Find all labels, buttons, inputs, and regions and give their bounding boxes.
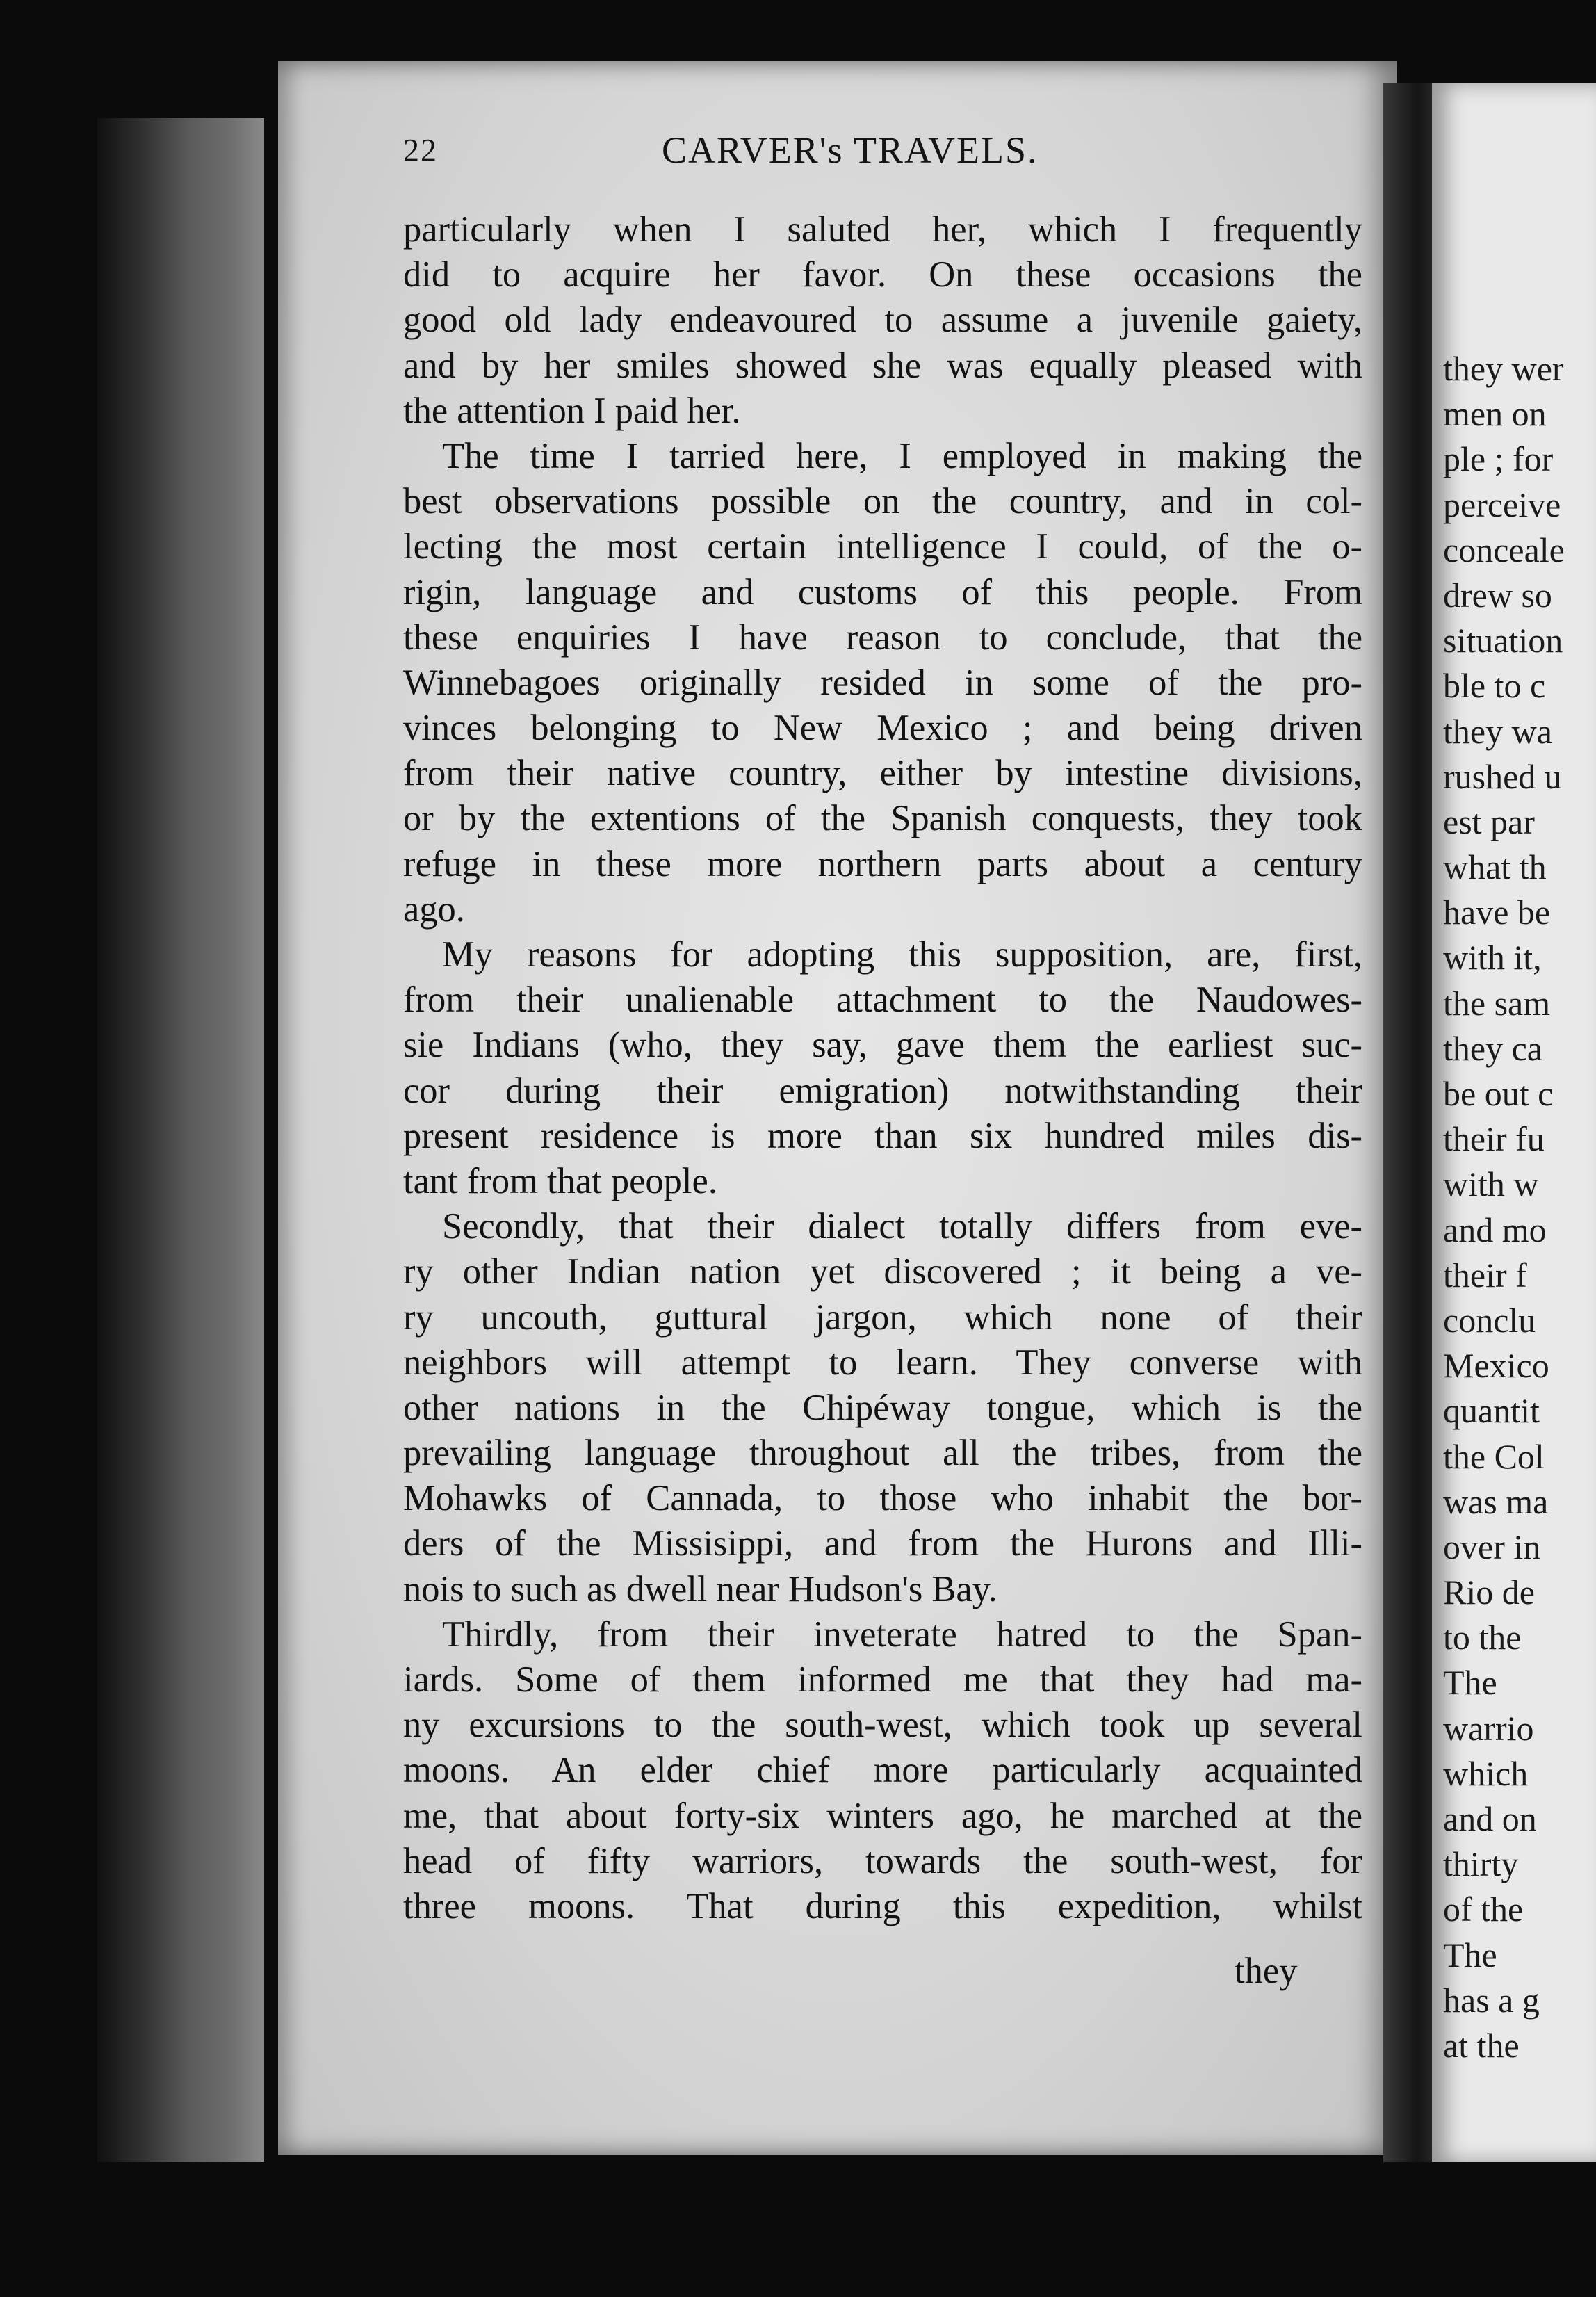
page-gutter bbox=[1383, 83, 1439, 2162]
text-line: and by her smiles showed she was equally pleased with bbox=[403, 345, 1362, 386]
facing-line: rushed u bbox=[1443, 756, 1562, 796]
facing-line: and mo bbox=[1443, 1210, 1547, 1249]
facing-line: they wer bbox=[1443, 349, 1564, 388]
facing-line: The bbox=[1443, 1663, 1497, 1703]
facing-line: their f bbox=[1443, 1255, 1527, 1294]
paragraph-first-line: Thirdly, from their inveterate hatred to the Span- bbox=[442, 1614, 1362, 1655]
facing-line: conclu bbox=[1443, 1300, 1536, 1340]
facing-line: quantit bbox=[1443, 1391, 1540, 1431]
facing-line: perceive bbox=[1443, 485, 1561, 524]
text-line: other nations in the Chipéway tongue, which is the bbox=[403, 1387, 1362, 1428]
text-line: me, that about forty-six winters ago, he marched at the bbox=[403, 1795, 1362, 1836]
text-line: these enquiries I have reason to conclude, that the bbox=[403, 617, 1362, 658]
facing-line: the sam bbox=[1443, 983, 1551, 1023]
facing-line: warrio bbox=[1443, 1708, 1534, 1748]
facing-line: to the bbox=[1443, 1618, 1522, 1657]
facing-line: of the bbox=[1443, 1890, 1524, 1929]
text-line: ago. bbox=[403, 888, 465, 930]
book-spine bbox=[97, 118, 264, 2162]
text-line: rigin, language and customs of this people. From bbox=[403, 571, 1362, 612]
paragraph-first-line: My reasons for adopting this supposition, are, first, bbox=[442, 934, 1362, 975]
facing-line: the Col bbox=[1443, 1436, 1545, 1476]
facing-line: over in bbox=[1443, 1527, 1541, 1566]
catchword: they bbox=[1235, 1951, 1298, 1991]
facing-line: drew so bbox=[1443, 575, 1552, 615]
body-text bbox=[403, 207, 1362, 1929]
page-number: 22 bbox=[403, 132, 438, 168]
text-line: sie Indians (who, they say, gave them the earliest suc- bbox=[403, 1025, 1362, 1066]
text-line: cor during their emigration) notwithstanding their bbox=[403, 1070, 1362, 1111]
text-line: vinces belonging to New Mexico ; and being driven bbox=[403, 708, 1362, 749]
facing-line: with it, bbox=[1443, 938, 1542, 977]
text-line: iards. Some of them informed me that they had ma- bbox=[403, 1659, 1362, 1700]
text-line: present residence is more than six hundred miles dis- bbox=[403, 1115, 1362, 1156]
facing-line: they wa bbox=[1443, 711, 1552, 751]
facing-line: est par bbox=[1443, 802, 1535, 841]
text-line: nois to such as dwell near Hudson's Bay. bbox=[403, 1568, 997, 1609]
text-line: ny excursions to the south-west, which took up several bbox=[403, 1705, 1362, 1746]
facing-line: Mexico bbox=[1443, 1346, 1549, 1386]
text-line: refuge in these more northern parts about a century bbox=[403, 843, 1362, 884]
text-line: ders of the Missisippi, and from the Hurons and Illi- bbox=[403, 1523, 1362, 1564]
text-line: the attention I paid her. bbox=[403, 390, 741, 431]
text-line: tant from that people. bbox=[403, 1160, 717, 1201]
facing-line: ple ; for bbox=[1443, 439, 1554, 479]
facing-line: be out c bbox=[1443, 1074, 1554, 1113]
text-line: lecting the most certain intelligence I could, of the o- bbox=[403, 526, 1362, 567]
facing-line: was ma bbox=[1443, 1482, 1549, 1521]
text-line: ry other Indian nation yet discovered ; it being a ve- bbox=[403, 1251, 1362, 1292]
facing-line: ble to c bbox=[1443, 666, 1546, 706]
facing-line: men on bbox=[1443, 394, 1547, 434]
text-line: particularly when I saluted her, which I frequently bbox=[403, 209, 1362, 250]
facing-line: thirty bbox=[1443, 1844, 1519, 1884]
text-line: from their unalienable attachment to the Naudowes- bbox=[403, 980, 1362, 1021]
facing-line: which bbox=[1443, 1753, 1529, 1793]
facing-line: with w bbox=[1443, 1164, 1539, 1204]
facing-line: they ca bbox=[1443, 1028, 1542, 1068]
facing-line: situation bbox=[1443, 621, 1563, 660]
paragraph-first-line: The time I tarried here, I employed in making the bbox=[442, 435, 1362, 476]
facing-line: Rio de bbox=[1443, 1573, 1535, 1612]
text-line: ry uncouth, guttural jargon, which none of their bbox=[403, 1297, 1362, 1338]
facing-line: their fu bbox=[1443, 1119, 1545, 1159]
text-line: Mohawks of Cannada, to those who inhabit the bor- bbox=[403, 1478, 1362, 1519]
text-line: or by the extentions of the Spanish conquests, they took bbox=[403, 798, 1362, 839]
text-line: prevailing language throughout all the tribes, from the bbox=[403, 1433, 1362, 1474]
text-line: Winnebagoes originally resided in some of the pro- bbox=[403, 662, 1362, 703]
text-line: moons. An elder chief more particularly acquainted bbox=[403, 1750, 1362, 1791]
text-line: good old lady endeavoured to assume a juvenile gaiety, bbox=[403, 300, 1362, 341]
facing-line: what th bbox=[1443, 847, 1547, 887]
facing-line: has a g bbox=[1443, 1980, 1540, 2020]
facing-line: at the bbox=[1443, 2025, 1520, 2065]
facing-line: conceale bbox=[1443, 530, 1565, 569]
page-header bbox=[403, 122, 1376, 178]
text-line: did to acquire her favor. On these occasions the bbox=[403, 254, 1362, 295]
text-line: three moons. That during this expedition, whilst bbox=[403, 1885, 1362, 1926]
facing-line: The bbox=[1443, 1935, 1497, 1974]
text-line: from their native country, either by intestine divisions, bbox=[403, 753, 1362, 794]
text-line: best observations possible on the country, and in col- bbox=[403, 481, 1362, 522]
facing-line: and on bbox=[1443, 1799, 1537, 1838]
facing-page-text bbox=[1443, 346, 1596, 2068]
text-line: head of fifty warriors, towards the south-west, for bbox=[403, 1840, 1362, 1881]
text-line: neighbors will attempt to learn. They converse with bbox=[403, 1342, 1362, 1383]
paragraph-first-line: Secondly, that their dialect totally differs from eve- bbox=[442, 1206, 1362, 1247]
running-title: CARVER's TRAVELS. bbox=[662, 129, 1039, 171]
facing-line: have be bbox=[1443, 893, 1551, 932]
